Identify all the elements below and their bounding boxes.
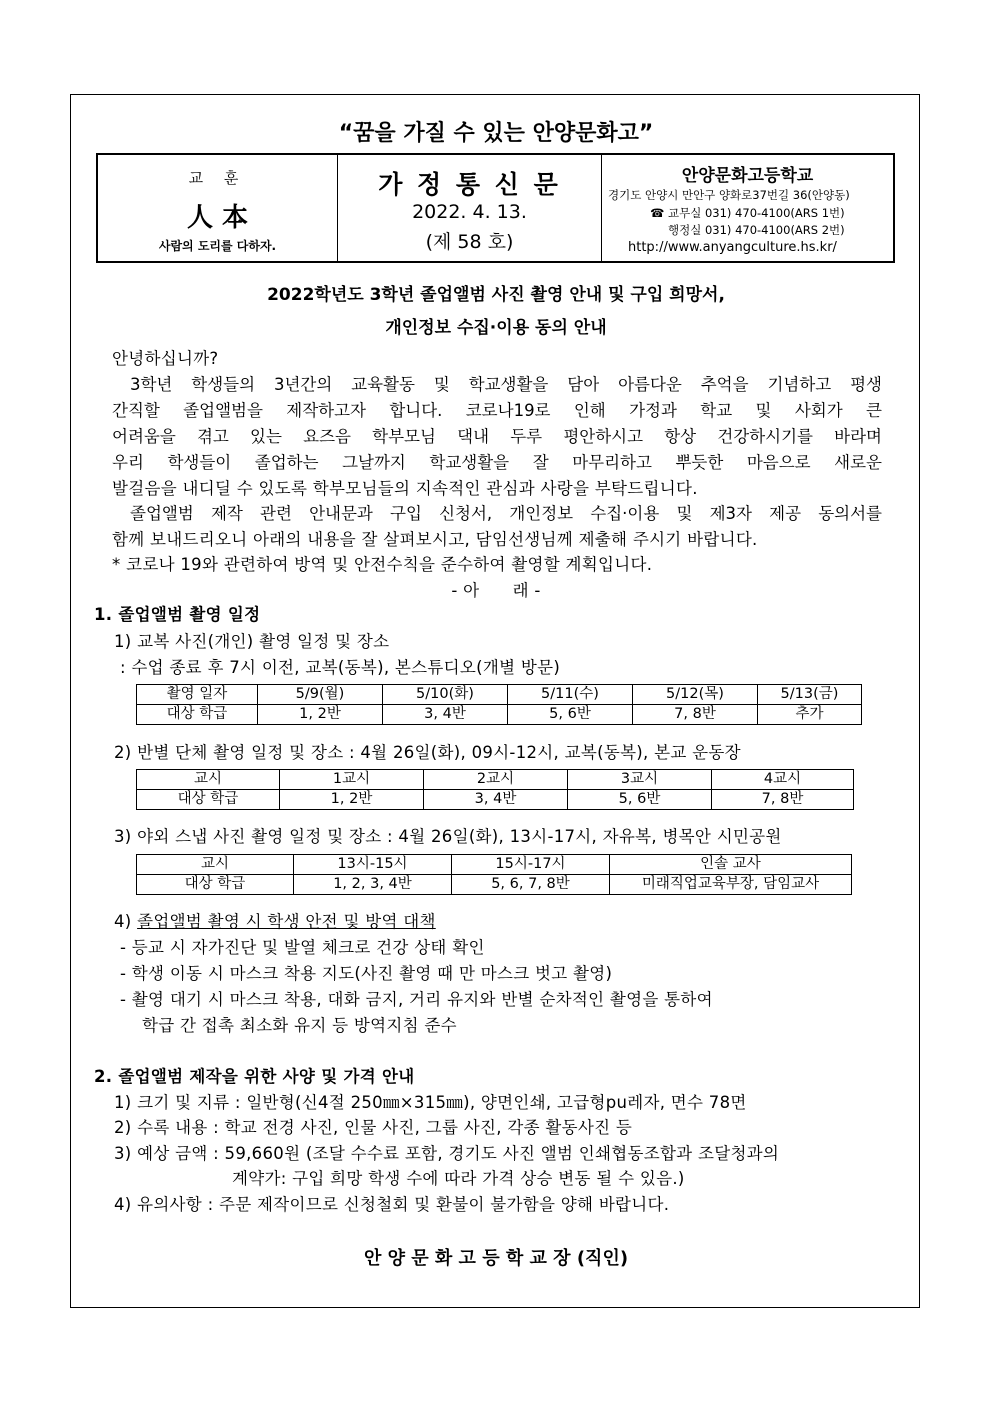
table-cell: 2교시 <box>424 770 568 790</box>
table-row <box>137 705 862 725</box>
table-cell: 교시 <box>137 770 280 790</box>
para1-line: 어려움을 겪고 있는 요즈음 학부모님 댁내 두루 평안하시고 항상 건강하시기를 바라며 <box>112 427 882 446</box>
table-cell: 5/13(금) <box>758 685 862 705</box>
item4-heading: 졸업앨범 촬영 시 학생 안전 및 방역 대책 <box>137 912 436 931</box>
para1-line: 3학년 학생들의 3년간의 교육활동 및 학교생활을 담아 아름다운 추억을 기념하고 평생 <box>130 375 882 394</box>
table-cell: 1교시 <box>280 770 424 790</box>
table-cell: 1, 2반 <box>258 705 383 725</box>
table-cell: 미래직업교육부장, 담임교사 <box>610 875 852 895</box>
outdoor-snap-schedule-table <box>136 854 852 895</box>
para2-line: 함께 보내드리오니 아래의 내용을 잘 살펴보시고, 담임선생님께 제출해 주시기 바랍니다. <box>112 530 758 549</box>
para1-line: 우리 학생들이 졸업하는 그날까지 학교생활을 잘 마무리하고 뿌듯한 마음으로 새로운 <box>112 453 882 472</box>
section1-item4-title <box>114 908 436 932</box>
principal-signature: 안 양 문 화 고 등 학 교 장 (직인) <box>363 1248 629 1269</box>
gyohun-value: 人 本 <box>186 203 249 233</box>
table-row <box>137 875 852 895</box>
para1-line: 간직할 졸업앨범을 제작하고자 합니다. 코로나19로 인해 가정과 학교 및 사회가 큰 <box>112 401 882 420</box>
phone-admin: 행정실 031) 470-4100(ARS 2번) <box>668 223 845 237</box>
issue-number: (제 58 호) <box>425 231 514 253</box>
section1-item1-detail: : 수업 종료 후 7시 이전, 교복(동복), 본스튜디오(개별 방문) <box>120 658 561 677</box>
gyohun-sub: 사람의 도리를 다하자. <box>158 239 277 253</box>
section1-title: 1. 졸업앨범 촬영 일정 <box>94 605 261 624</box>
table-row <box>137 770 854 790</box>
table-cell: 인솔 교사 <box>610 855 852 875</box>
table-cell: 15시-17시 <box>452 855 610 875</box>
school-address: 경기도 안양시 만안구 양화로37번길 36(안양동) <box>608 188 850 202</box>
spec-line: 3) 예상 금액 : 59,660원 (조달 수수료 포함, 경기도 사진 앨범 인쇄협동조합과 조달청과의 <box>114 1144 780 1163</box>
class-group-schedule-table <box>136 769 854 810</box>
newsletter-title: 가 정 통 신 문 <box>378 170 561 199</box>
letterhead <box>96 153 895 263</box>
table-cell: 7, 8반 <box>712 790 854 810</box>
newsletter-cell <box>338 155 602 261</box>
item4-prefix: 4) <box>114 912 138 931</box>
table-row <box>137 855 852 875</box>
section1-item3-title: 3) 야외 스냅 사진 촬영 일정 및 장소 : 4월 26일(화), 13시-17시, 자유복, 병목안 시민공원 <box>114 827 782 846</box>
table-cell: 촬영 일자 <box>137 685 258 705</box>
table-cell: 5/10(화) <box>383 685 508 705</box>
table-cell: 5/11(수) <box>508 685 633 705</box>
table-cell: 4교시 <box>712 770 854 790</box>
gyohun-cell <box>98 155 338 261</box>
below-marker: - 아 래 - <box>451 581 541 600</box>
spec-line: 계약가: 구입 희망 학생 수에 따라 가격 상승 변동 될 수 있음.) <box>232 1169 685 1188</box>
table-cell: 교시 <box>137 855 294 875</box>
para1-line: 발걸음을 내디딜 수 있도록 학부모님들의 지속적인 관심과 사랑을 부탁드립니다. <box>112 479 698 498</box>
table-cell: 5, 6, 7, 8반 <box>452 875 610 895</box>
table-cell: 1, 2반 <box>280 790 424 810</box>
issue-date: 2022. 4. 13. <box>412 201 527 223</box>
section2-title: 2. 졸업앨범 제작을 위한 사양 및 가격 안내 <box>94 1067 415 1086</box>
spec-line: 1) 크기 및 지류 : 일반형(신4절 250㎜×315㎜), 양면인쇄, 고급형pu레자, 면수 78면 <box>114 1093 747 1112</box>
table-row <box>137 685 862 705</box>
table-cell: 5/9(월) <box>258 685 383 705</box>
table-cell: 3, 4반 <box>383 705 508 725</box>
table-cell: 대상 학급 <box>137 705 258 725</box>
gyohun-label: 교 훈 <box>188 169 247 187</box>
spec-line: 4) 유의사항 : 주문 제작이므로 신청철회 및 환불이 불가함을 양해 바랍니다. <box>114 1195 670 1214</box>
table-row <box>137 790 854 810</box>
doc-title-line-2: 개인정보 수집·이용 동의 안내 <box>385 318 607 338</box>
safety-measure: 학급 간 접촉 최소화 유지 등 방역지침 준수 <box>142 1016 457 1035</box>
safety-measure: - 학생 이동 시 마스크 착용 지도(사진 촬영 때 만 마스크 벗고 촬영) <box>120 964 613 983</box>
school-info-cell <box>602 155 893 261</box>
table-cell: 7, 8반 <box>633 705 758 725</box>
table-cell: 5/12(목) <box>633 685 758 705</box>
greeting: 안녕하십니까? <box>112 349 219 368</box>
section1-item1-title: 1) 교복 사진(개인) 촬영 일정 및 장소 <box>114 632 390 651</box>
section1-item2-title: 2) 반별 단체 촬영 일정 및 장소 : 4월 26일(화), 09시-12시, 교복(동복), 본교 운동장 <box>114 743 741 762</box>
safety-measure: - 등교 시 자가진단 및 발열 체크로 건강 상태 확인 <box>120 938 485 957</box>
table-cell: 3, 4반 <box>424 790 568 810</box>
safety-measure: - 촬영 대기 시 마스크 착용, 대화 금지, 거리 유지와 반별 순차적인 촬영을 통하여 <box>120 990 713 1009</box>
school-website[interactable]: http://www.anyangculture.hs.kr/ <box>628 240 837 255</box>
table-cell: 5, 6반 <box>568 790 712 810</box>
phone-office: ☎ 교무실 031) 470-4100(ARS 1번) <box>650 206 845 220</box>
covid-note: * 코로나 19와 관련하여 방역 및 안전수칙을 준수하여 촬영할 계획입니다. <box>112 555 653 574</box>
spec-line: 2) 수록 내용 : 학교 전경 사진, 인물 사진, 그룹 사진, 각종 활동사진 등 <box>114 1118 633 1137</box>
individual-photo-schedule-table <box>136 684 862 725</box>
table-cell: 1, 2, 3, 4반 <box>294 875 452 895</box>
school-name: 안양문화고등학교 <box>681 166 814 186</box>
table-cell: 대상 학급 <box>137 875 294 895</box>
table-cell: 대상 학급 <box>137 790 280 810</box>
school-motto: “꿈을 가질 수 있는 안양문화고” <box>338 121 654 146</box>
para2-line: 졸업앨범 제작 관련 안내문과 구입 신청서, 개인정보 수집·이용 및 제3자 제공 동의서를 <box>130 504 882 523</box>
table-cell: 추가 <box>758 705 862 725</box>
table-cell: 13시-15시 <box>294 855 452 875</box>
doc-title-line-1: 2022학년도 3학년 졸업앨범 사진 촬영 안내 및 구입 희망서, <box>267 285 725 305</box>
table-cell: 5, 6반 <box>508 705 633 725</box>
table-cell: 3교시 <box>568 770 712 790</box>
